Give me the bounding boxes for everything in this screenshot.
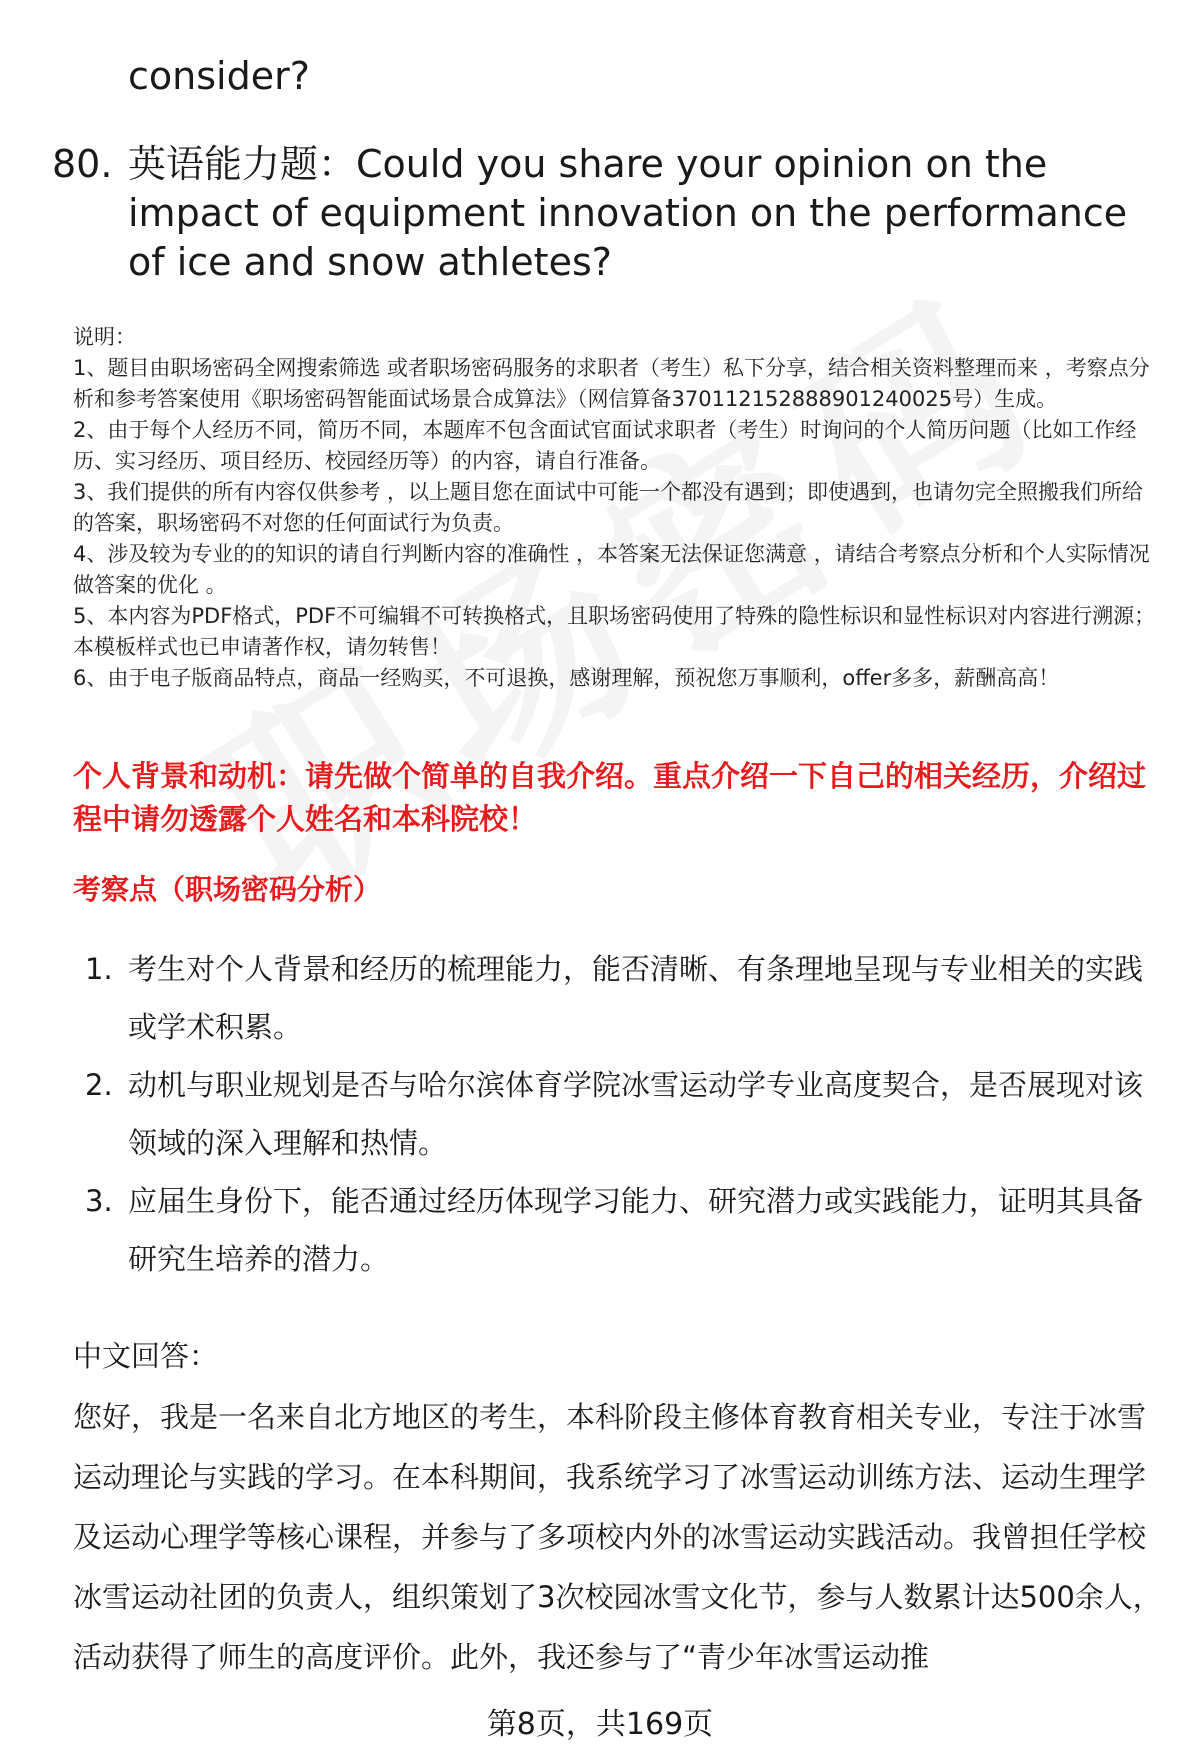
- answer-heading: 中文回答：: [73, 1339, 219, 1373]
- list-item: [85, 940, 1155, 1056]
- note-item: 2、由于每个人经历不同，简历不同，本题库不包含面试官面试求职者（考生）时询问的个人简历问题（比如工作经历、实习经历、项目经历、校园经历等）的内容，请自行准备。: [73, 418, 1137, 473]
- section-heading: 考察点（职场密码分析）: [73, 873, 382, 906]
- list-item: [85, 1056, 1155, 1172]
- notes-section: [73, 322, 1163, 694]
- section-question: 个人背景和动机：请先做个简单的自我介绍。重点介绍一下自己的相关经历，介绍过程中请勿透露个人姓名和本科院校！: [73, 759, 1147, 836]
- point-number: 1.: [85, 952, 113, 986]
- point-number: 2.: [85, 1068, 113, 1102]
- point-text: 应届生身份下，能否通过经历体现学习能力、研究潜力或实践能力，证明其具备研究生培养的潜力。: [128, 1184, 1144, 1276]
- note-item: 5、本内容为PDF格式，PDF不可编辑不可转换格式，且职场密码使用了特殊的隐性标识和显性标识对内容进行溯源；本模板样式也已申请著作权，请勿转售！: [73, 604, 1156, 659]
- point-text: 考生对个人背景和经历的梳理能力，能否清晰、有条理地呈现与专业相关的实践或学术积累。: [128, 952, 1144, 1044]
- question-continued-text: consider?: [128, 54, 310, 98]
- note-item: 3、我们提供的所有内容仅供参考 ，以上题目您在面试中可能一个都没有遇到；即使遇到，也请勿完全照搬我们所给的答案，职场密码不对您的任何面试行为负责。: [73, 480, 1144, 535]
- note-item: 4、涉及较为专业的的知识的请自行判断内容的准确性 ，本答案无法保证您满意 ，请结合考察点分析和个人实际情况做答案的优化 。: [73, 542, 1150, 597]
- answer-text: 您好，我是一名来自北方地区的考生，本科阶段主修体育教育相关专业，专注于冰雪运动理论与实践的学习。在本科期间，我系统学习了冰雪运动训练方法、运动生理学及运动心理学等核心课程，并参与了多项校内外的冰雪运动实践活动。我曾担任学校冰雪运动社团的负责人，组织策划了3次校园冰雪文化节，参与人数累计达500余人，活动获得了师生的高度评价。此外，我还参与了“青少年冰雪运动推: [73, 1400, 1162, 1674]
- question-number: 80.: [52, 142, 113, 186]
- point-text: 动机与职业规划是否与哈尔滨体育学院冰雪运动学专业高度契合，是否展现对该领域的深入理解和热情。: [128, 1068, 1144, 1160]
- assessment-points-list: [85, 940, 1155, 1288]
- question-80: [52, 140, 1172, 287]
- list-item: [85, 1172, 1155, 1288]
- point-number: 3.: [85, 1184, 113, 1218]
- page-footer: 第8页，共169页: [486, 1707, 714, 1742]
- note-item: 1、题目由职场密码全网搜索筛选 或者职场密码服务的求职者（考生）私下分享，结合相关资料整理而来 ，考察点分析和参考答案使用《职场密码智能面试场景合成算法》（网信算备370112152888901240025号）生成。: [73, 356, 1150, 411]
- notes-title: 说明：: [73, 325, 136, 349]
- note-item: 6、由于电子版商品特点，商品一经购买，不可退换，感谢理解，预祝您万事顺利，offer多多，薪酬高高！: [73, 666, 1060, 690]
- question-text: 英语能力题：Could you share your opinion on the impact of equipment innovation on the performance of ice and snow athletes?: [128, 142, 1128, 284]
